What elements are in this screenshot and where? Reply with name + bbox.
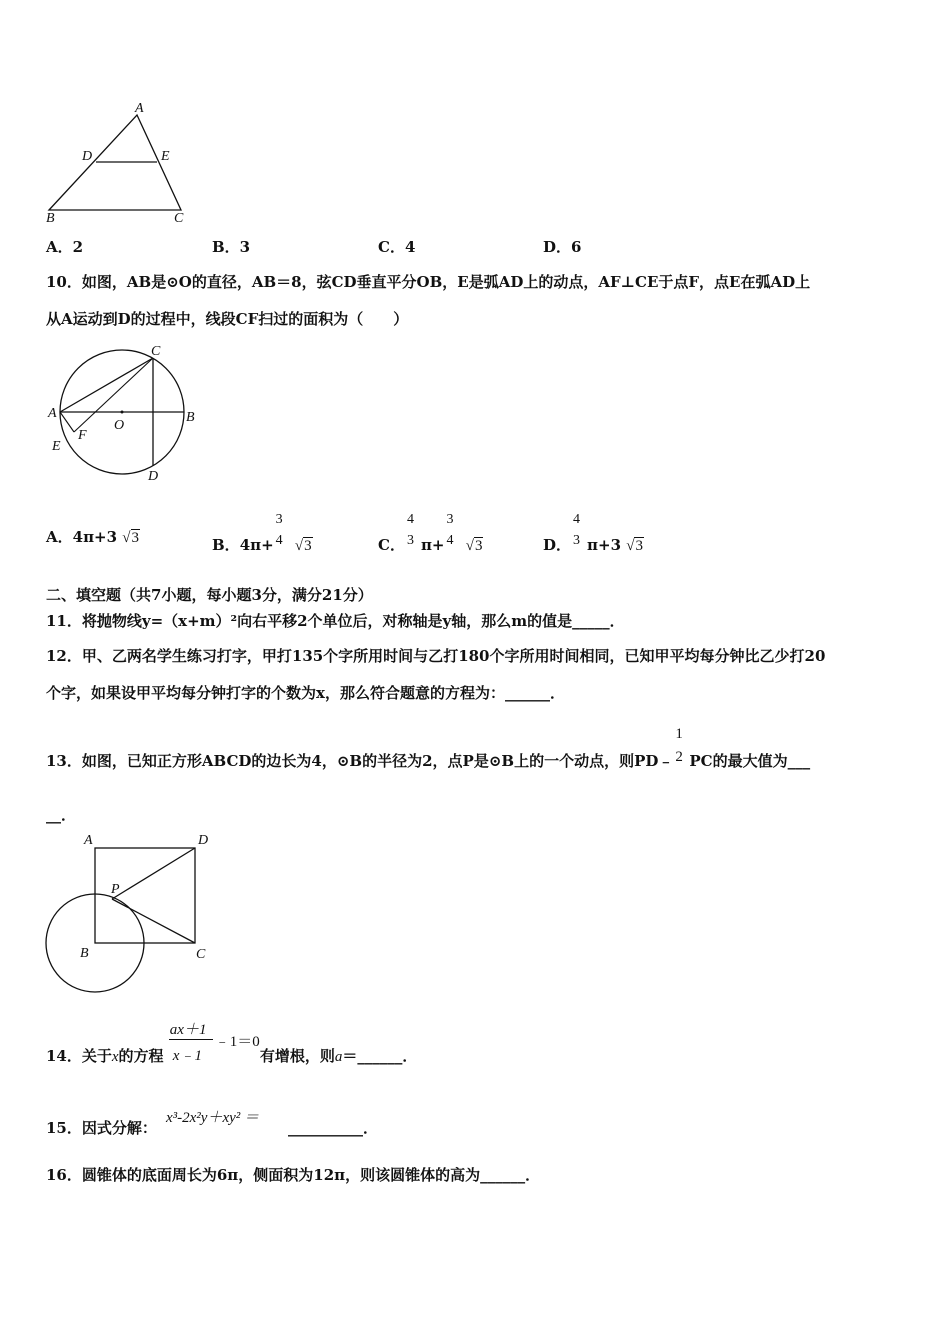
q9-option-a[interactable]: A．2 bbox=[46, 238, 84, 256]
label-A: A bbox=[84, 833, 93, 848]
numerator: 4 bbox=[406, 512, 414, 527]
numerator: ax＋1 bbox=[169, 1022, 207, 1038]
fraction-bar bbox=[169, 1039, 213, 1040]
option-b-text: 4π+ bbox=[239, 536, 274, 554]
q14-before: 14．关于 bbox=[46, 1047, 112, 1065]
label-D: D bbox=[148, 469, 159, 484]
label-B: B bbox=[46, 211, 55, 225]
q10-option-b[interactable] bbox=[212, 500, 313, 554]
sqrt-symbol: √3 bbox=[626, 538, 643, 554]
var-a: a bbox=[334, 1049, 343, 1065]
denominator: 4 bbox=[446, 533, 454, 548]
q14-mid: 的方程 bbox=[118, 1047, 164, 1065]
sqrt-symbol: √3 bbox=[294, 538, 312, 554]
fraction bbox=[673, 726, 689, 768]
q13-tail: __． bbox=[46, 806, 77, 824]
q14-after: 有增根，则 bbox=[259, 1047, 335, 1065]
q9-option-d[interactable]: D．6 bbox=[543, 238, 582, 256]
option-c-label: C． bbox=[378, 536, 405, 554]
fraction bbox=[169, 1018, 215, 1064]
q10-option-c[interactable] bbox=[378, 500, 483, 554]
q14-text bbox=[46, 1018, 417, 1064]
label-C: C bbox=[174, 211, 184, 225]
denominator: x﹣1 bbox=[172, 1048, 202, 1064]
label-B: B bbox=[186, 410, 195, 425]
denominator: 4 bbox=[275, 533, 283, 548]
square-circle-figure-q13 bbox=[44, 830, 219, 1005]
q15-expression: x³-2x²y＋xy² ＝ bbox=[166, 1110, 260, 1126]
radicand: 3 bbox=[131, 530, 140, 546]
q15-label: 15．因式分解： bbox=[46, 1119, 157, 1137]
q10-text-line1: 10．如图，AB是⊙O的直径，AB＝8，弦CD垂直平分OB，E是弧AD上的动点，AF⊥CE于点F，点E在弧AD上 bbox=[46, 273, 811, 291]
denominator: 3 bbox=[573, 533, 581, 548]
q12-text-line2: 个字，如果设甲平均每分钟打字的个数为x，那么符合题意的方程为：______． bbox=[46, 684, 565, 702]
radicand: 3 bbox=[474, 538, 483, 554]
q10-text-line2: 从A运动到D的过程中，线段CF扫过的面积为（ ） bbox=[46, 310, 409, 328]
fraction bbox=[571, 512, 587, 552]
fraction bbox=[274, 512, 290, 552]
label-D: D bbox=[82, 149, 93, 164]
label-C: C bbox=[196, 947, 206, 962]
numerator: 3 bbox=[446, 512, 454, 527]
triangle-figure-q9 bbox=[44, 100, 194, 225]
label-F: F bbox=[78, 428, 87, 443]
q10-option-d[interactable] bbox=[543, 500, 644, 554]
label-A: A bbox=[48, 406, 57, 421]
q14-rest: ﹣1＝0 bbox=[214, 1034, 260, 1050]
numerator: 3 bbox=[275, 512, 283, 527]
label-O: O bbox=[114, 418, 125, 433]
denominator: 3 bbox=[406, 533, 414, 548]
option-d-label: D． bbox=[543, 536, 572, 554]
q15-blank: __________． bbox=[288, 1119, 379, 1137]
q14-end: ＝______． bbox=[342, 1047, 418, 1065]
q9-option-c[interactable]: C．4 bbox=[378, 238, 416, 256]
q13-after: PC的最大值为___ bbox=[689, 752, 811, 770]
denominator: 2 bbox=[675, 749, 683, 765]
option-c-mid: π+ bbox=[420, 536, 445, 554]
numerator: 1 bbox=[675, 726, 683, 742]
q9-option-b[interactable]: B．3 bbox=[212, 238, 251, 256]
radicand: 3 bbox=[635, 538, 643, 554]
label-D: D bbox=[198, 833, 209, 848]
label-P: P bbox=[111, 882, 120, 897]
label-C: C bbox=[151, 344, 161, 359]
q12-text-line1: 12．甲、乙两名学生练习打字，甲打135个字所用时间与乙打180个字所用时间相同，已知甲平均每分钟比乙少打20 bbox=[46, 647, 826, 665]
q10-option-a[interactable] bbox=[46, 526, 140, 547]
option-d-text: π+3 bbox=[587, 536, 621, 554]
fraction-1 bbox=[405, 512, 421, 552]
option-b-label: B． bbox=[212, 536, 240, 554]
q16-text: 16．圆锥体的底面周长为6π，侧面积为12π，则该圆锥体的高为______． bbox=[46, 1166, 541, 1184]
numerator: 4 bbox=[573, 512, 581, 527]
sqrt-symbol: √3 bbox=[122, 530, 140, 546]
q11-text: 11．将抛物线y=（x+m）²向右平移2个单位后，对称轴是y轴，那么m的值是_____． bbox=[46, 612, 625, 630]
radicand: 3 bbox=[304, 538, 312, 554]
var-x: x bbox=[111, 1049, 119, 1065]
fraction-2 bbox=[445, 512, 461, 552]
option-a-text: 4π+3 bbox=[72, 528, 118, 546]
sqrt-symbol: √3 bbox=[465, 538, 483, 554]
circle-figure-q10 bbox=[44, 342, 204, 484]
label-A: A bbox=[135, 101, 144, 116]
section-heading: 二、填空题（共7小题，每小题3分，满分21分） bbox=[46, 586, 373, 604]
q13-text bbox=[46, 714, 811, 770]
label-E: E bbox=[161, 149, 170, 164]
q13-before: 13．如图，已知正方形ABCD的边长为4，⊙B的半径为2，点P是⊙B上的一个动点，则PD﹣ bbox=[46, 752, 674, 770]
label-E: E bbox=[52, 439, 61, 454]
option-a-label: A． bbox=[46, 528, 73, 546]
label-B: B bbox=[80, 946, 89, 961]
